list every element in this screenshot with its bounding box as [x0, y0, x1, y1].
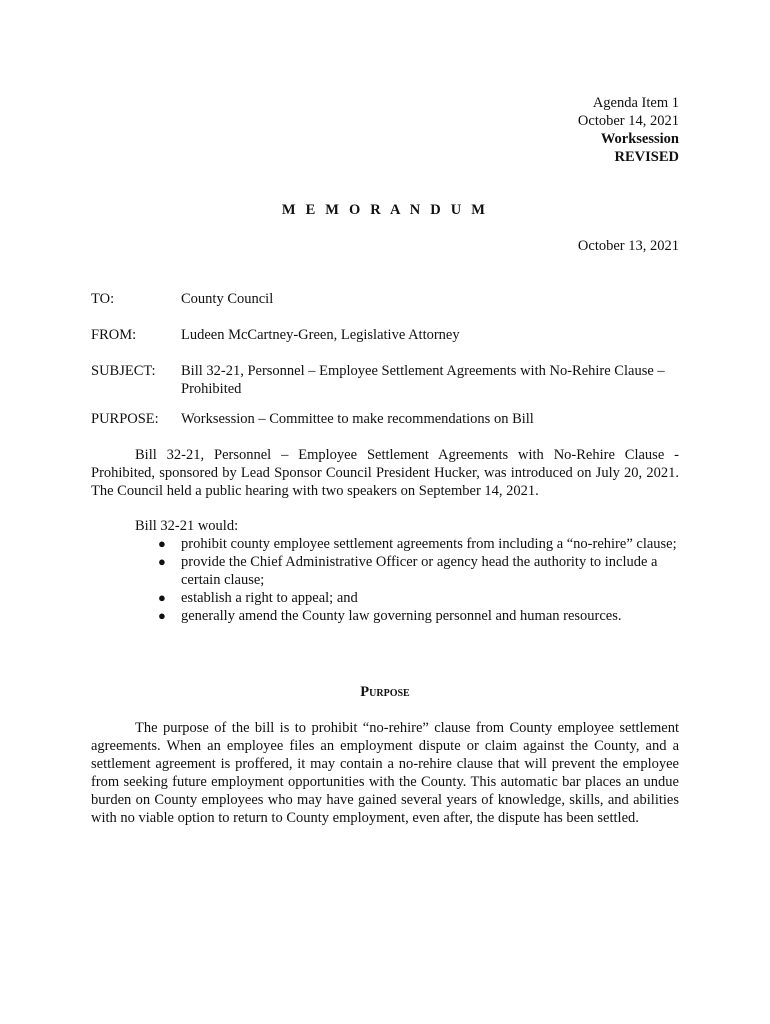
field-value: Bill 32-21, Personnel – Employee Settlement Agreements with No-Rehire Clause – Prohibited — [181, 363, 665, 397]
field-from — [91, 326, 681, 344]
agenda-header — [578, 94, 679, 166]
field-label: TO: — [91, 291, 115, 307]
list-item-text: establish a right to appeal; and — [181, 590, 358, 606]
list-item — [157, 607, 680, 625]
intro-paragraph: Bill 32-21, Personnel – Employee Settlement Agreements with No-Rehire Clause - Prohibited, sponsored by Lead Sponsor Council President Hucker, was introduced on July 20, 2021. The Council held a public hearing with two speakers on September 14, 2021. — [91, 447, 679, 499]
memo-date: October 13, 2021 — [577, 238, 679, 254]
bullet-icon: ● — [158, 536, 166, 551]
field-subject — [91, 362, 681, 398]
bullet-icon: ● — [158, 608, 166, 623]
revision-status: REVISED — [614, 149, 679, 165]
purpose-paragraph: The purpose of the bill is to prohibit “no-rehire” clause from County employee settlement agreements. When an employee files an employment dispute or claim against the County, and a settlement agreement is proffered, it may contain a no-rehire clause that will prevent the employee from seeking future employment opportunities with the County. This automatic bar places an undue burden on County employees who may have gained several years of knowledge, skills, and abilities with no viable option to return to County employment, even after, the dispute has been settled. — [91, 720, 679, 826]
list-item-text: provide the Chief Administrative Officer or agency head the authority to include a certain clause; — [181, 554, 658, 588]
list-item-text: prohibit county employee settlement agreements from including a “no-rehire” clause; — [181, 536, 677, 552]
agenda-item: Agenda Item 1 — [592, 95, 679, 111]
bill-would-label: Bill 32-21 would: — [135, 518, 239, 534]
field-to — [91, 290, 681, 308]
field-label: FROM: — [91, 327, 137, 343]
bullet-icon: ● — [158, 554, 166, 569]
field-purpose — [91, 410, 681, 428]
session-type: Worksession — [600, 131, 679, 147]
field-value: Worksession – Committee to make recommendations on Bill — [181, 411, 534, 427]
purpose-heading: Purpose — [360, 684, 410, 700]
list-item — [157, 535, 680, 553]
meeting-date: October 14, 2021 — [577, 113, 679, 129]
list-item — [157, 589, 680, 607]
field-label: SUBJECT: — [91, 363, 156, 379]
memo-title: M E M O R A N D U M — [281, 202, 489, 218]
field-value: Ludeen McCartney-Green, Legislative Attorney — [181, 327, 460, 343]
bullet-icon: ● — [158, 590, 166, 605]
field-value: County Council — [181, 291, 274, 307]
bill-provisions-list — [157, 535, 680, 625]
list-item — [157, 553, 680, 589]
list-item-text: generally amend the County law governing personnel and human resources. — [181, 608, 622, 624]
field-label: PURPOSE: — [91, 411, 159, 427]
